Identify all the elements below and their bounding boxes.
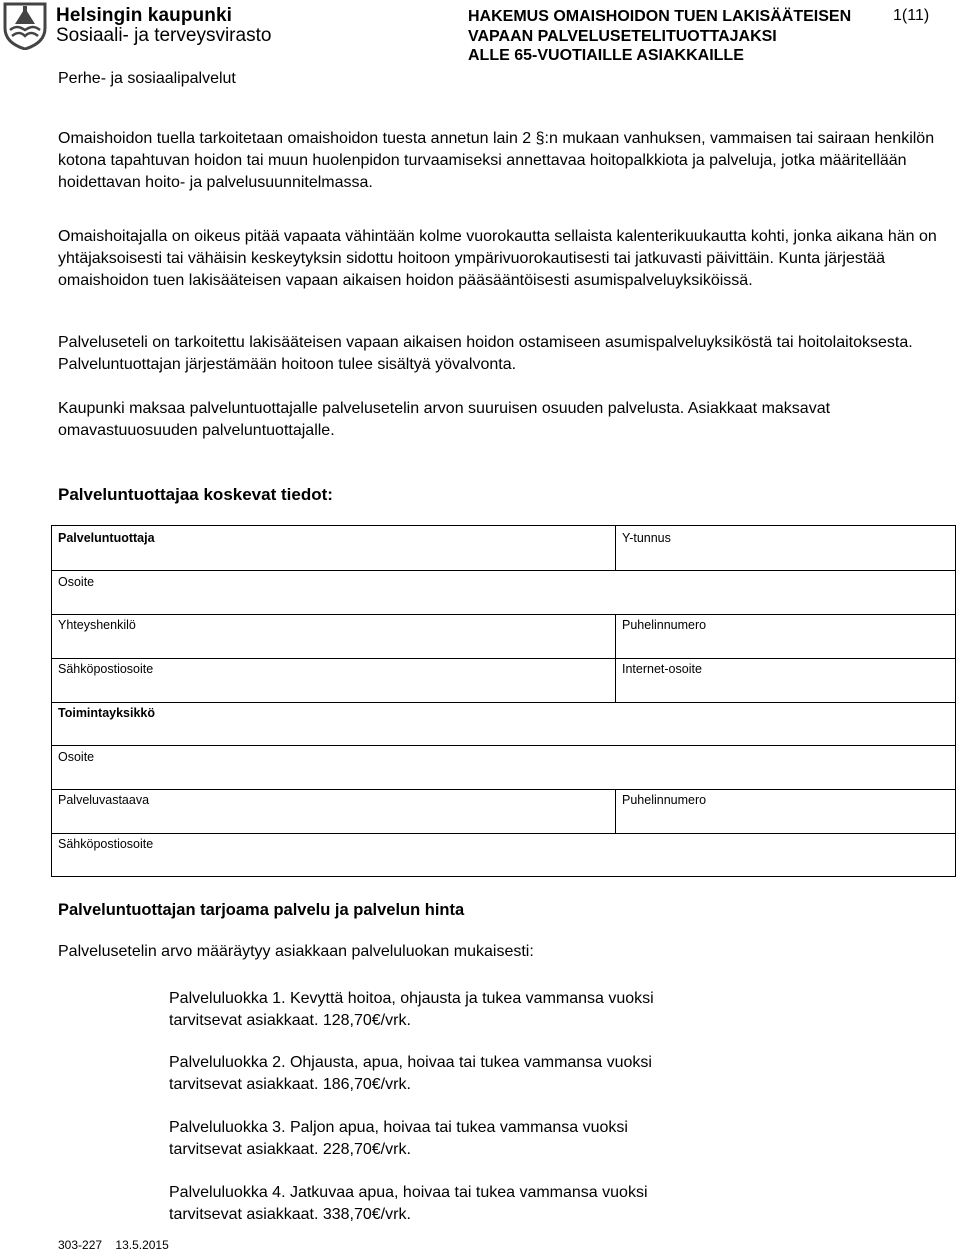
service-class-line: Palveluluokka 1. Kevyttä hoitoa, ohjausta ja tukea vammansa vuoksi <box>169 990 654 1007</box>
form-divider <box>52 614 955 615</box>
service-class-line: Palveluluokka 4. Jatkuvaa apua, hoivaa tai tukea vammansa vuoksi <box>169 1184 648 1201</box>
form-column-divider <box>615 614 616 702</box>
service-section-title: Palveluntuottajan tarjoama palvelu ja palvelun hinta <box>58 901 465 919</box>
service-class-price: tarvitsevat asiakkaat. 338,70€/vrk. <box>169 1206 411 1223</box>
form-date: 13.5.2015 <box>115 1238 169 1252</box>
service-class-line: Palveluluokka 3. Paljon apua, hoivaa tai tukea vammansa vuoksi <box>169 1119 628 1136</box>
page-number: 1(11) <box>893 7 930 24</box>
form-code: 303-227 <box>58 1238 103 1252</box>
service-class-price: tarvitsevat asiakkaat. 228,70€/vrk. <box>169 1141 411 1158</box>
form-divider <box>52 570 955 571</box>
contact-person-field[interactable]: Yhteyshenkilö <box>58 618 136 632</box>
service-manager-field[interactable]: Palveluvastaava <box>58 793 150 807</box>
phone-field[interactable]: Puhelinnumero <box>622 618 707 632</box>
form-column-divider <box>615 789 616 833</box>
service-intro: Palvelusetelin arvo määräytyy asiakkaan palveluluokan mukaisesti: <box>58 943 534 960</box>
helsinki-crest-icon <box>3 2 47 50</box>
document-title-line: HAKEMUS OMAISHOIDON TUEN LAKISÄÄTEISEN <box>468 8 852 25</box>
service-class-line: Palveluluokka 2. Ohjausta, apua, hoivaa tai tukea vammansa vuoksi <box>169 1054 652 1071</box>
footer <box>58 1238 169 1252</box>
form-divider <box>52 658 955 659</box>
address-field[interactable]: Osoite <box>58 575 95 589</box>
voucher-purpose-paragraph: Palveluseteli on tarkoitettu lakisääteisen vapaan aikaisen hoidon ostamiseen asumispalveluyksiköstä tai hoitolaitoksesta. Palveluntuottajan järjestämään hoitoon tulee sisältyä yövalvonta. <box>58 334 913 373</box>
website-field[interactable]: Internet-osoite <box>622 662 702 676</box>
provider-field[interactable]: Palveluntuottaja <box>58 531 155 545</box>
provider-section-title: Palveluntuottajaa koskevat tiedot: <box>58 485 333 504</box>
document-title <box>468 7 851 66</box>
unit-phone-field[interactable]: Puhelinnumero <box>622 793 707 807</box>
service-class-item <box>169 1182 929 1226</box>
service-class-item <box>169 1052 929 1096</box>
provider-info-form <box>51 525 956 877</box>
business-id-field[interactable]: Y-tunnus <box>622 531 671 545</box>
unit-address-field[interactable]: Osoite <box>58 750 95 764</box>
service-class-item <box>169 988 929 1032</box>
service-class-price: tarvitsevat asiakkaat. 128,70€/vrk. <box>169 1012 411 1029</box>
organization-unit: Sosiaali- ja terveysvirasto <box>56 25 272 46</box>
form-divider <box>52 833 955 834</box>
payment-paragraph: Kaupunki maksaa palveluntuottajalle palvelusetelin arvon suuruisen osuuden palvelusta. Asiakkaat maksavat omavastuuosuuden palveluntuottajalle. <box>58 400 831 439</box>
email-field[interactable]: Sähköpostiosoite <box>58 662 154 676</box>
leave-rights-paragraph: Omaishoitajalla on oikeus pitää vapaata vähintään kolme vuorokautta sellaista kalenterikuukautta kohti, jonka aikana hän on yhtäjaksoisesti tai vähäisin keskeytyksin sidottu hoitoon ympärivuorokautisesti tai jatkuvasti päivittäin. Kunta järjestää omaishoidon tuen lakisääteisen vapaan aikaisen hoidon pääsääntöisesti asumispalveluyksiköissä. <box>58 228 937 289</box>
service-class-item <box>169 1117 929 1161</box>
intro-paragraph: Omaishoidon tuella tarkoitetaan omaishoidon tuesta annetun lain 2 §:n mukaan vanhuksen, vammaisen tai sairaan henkilön kotona tapahtuvan hoidon tai muun huolenpidon turvaamiseksi annettavaa hoitopalkkiota ja palveluja, jotka määritellään hoidettavan hoito- ja palvelusuunnitelmassa. <box>58 130 935 191</box>
form-divider <box>52 789 955 790</box>
form-divider <box>52 702 955 703</box>
document-title-line: VAPAAN PALVELUSETELITUOTTAJAKSI <box>468 27 777 45</box>
department-name: Perhe- ja sosiaalipalvelut <box>58 70 236 87</box>
document-title-line: ALLE 65-VUOTIAILLE ASIAKKAILLE <box>468 47 744 64</box>
service-class-price: tarvitsevat asiakkaat. 186,70€/vrk. <box>169 1076 411 1093</box>
organization-name: Helsingin kaupunki <box>56 5 232 26</box>
unit-email-field[interactable]: Sähköpostiosoite <box>58 837 154 851</box>
form-column-divider <box>615 526 616 570</box>
unit-field[interactable]: Toimintayksikkö <box>58 706 156 720</box>
form-divider <box>52 745 955 746</box>
